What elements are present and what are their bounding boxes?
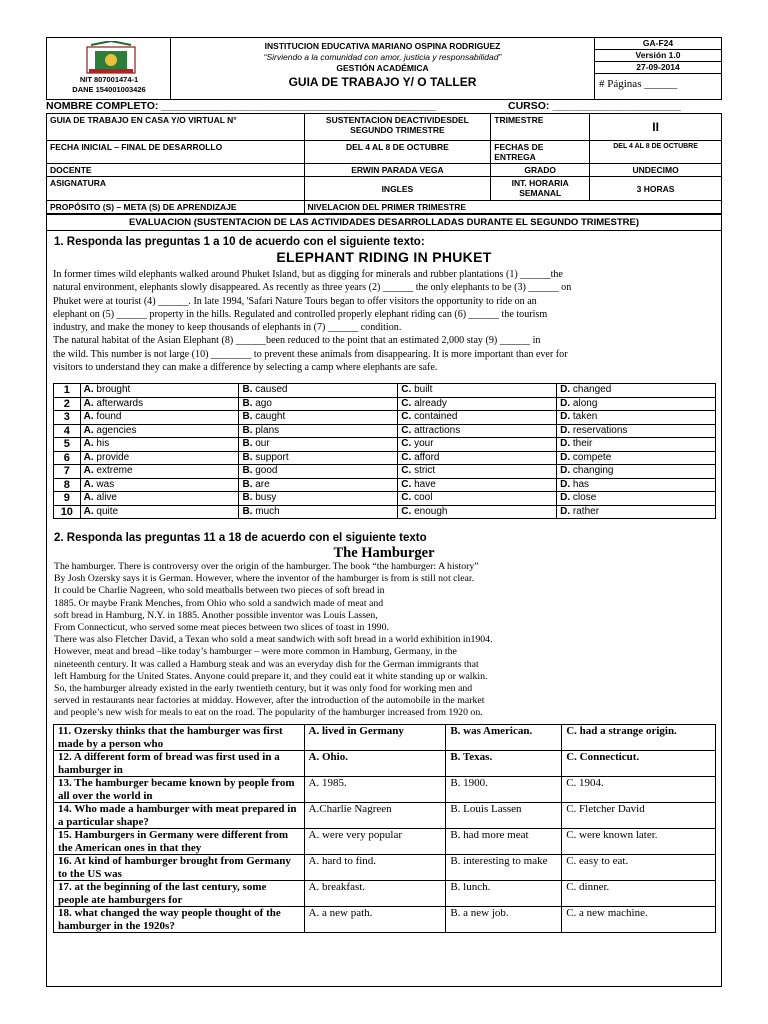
question-text: 18. what changed the way people thought of the hamburger in the 1920s? (54, 907, 305, 933)
option-text: provide (96, 451, 130, 463)
option-number: 8 (54, 478, 81, 492)
question-text: 12. A different form of bread was first used in a hamburger in (54, 751, 305, 777)
option-a[interactable] (80, 492, 239, 506)
option-c[interactable] (398, 397, 557, 411)
option-number: 7 (54, 465, 81, 479)
answer-c[interactable]: C. Connecticut. (562, 751, 716, 777)
page-count-field[interactable]: # Páginas ______ (599, 78, 678, 90)
answer-b[interactable]: B. a new job. (446, 907, 562, 933)
info-row (47, 164, 722, 177)
option-letter: B. (242, 411, 256, 423)
answer-b[interactable]: B. lunch. (446, 881, 562, 907)
option-b[interactable] (239, 465, 398, 479)
header-meta (595, 38, 721, 99)
section1-instruction: 1. Responda las preguntas 1 a 10 de acuerdo con el siguiente texto: (54, 236, 425, 248)
hamburger-passage (54, 561, 718, 720)
option-letter: C. (401, 492, 415, 504)
option-text: caught (255, 411, 286, 423)
option-text: good (255, 465, 278, 477)
option-letter: D. (560, 505, 573, 517)
answer-b[interactable]: B. Louis Lassen (446, 803, 562, 829)
option-text: support (255, 451, 289, 463)
question-text: 15. Hamburgers in Germany were different from the American ones in that they (54, 829, 305, 855)
info-value: INGLES (304, 177, 491, 201)
option-number: 4 (54, 424, 81, 438)
info-label: FECHA INICIAL – FINAL DE DESARROLLO (47, 141, 305, 164)
institution-ids (61, 75, 157, 95)
option-a[interactable] (80, 438, 239, 452)
option-letter: B. (242, 451, 256, 463)
option-letter: B. (242, 384, 256, 396)
option-letter: D. (560, 438, 573, 450)
info-label: INT. HORARIA SEMANAL (491, 177, 590, 201)
question-row (54, 907, 716, 933)
full-name-field[interactable]: NOMBRE COMPLETO: _______________________________________________ (46, 100, 436, 112)
option-letter: A. (83, 397, 97, 409)
question-row (54, 751, 716, 777)
answer-b[interactable]: B. Texas. (446, 751, 562, 777)
option-c[interactable] (398, 478, 557, 492)
answer-a[interactable]: A. 1985. (304, 777, 446, 803)
option-letter: D. (560, 424, 573, 436)
option-letter: B. (242, 492, 256, 504)
option-text: our (255, 438, 270, 450)
option-a[interactable] (80, 478, 239, 492)
option-b[interactable] (239, 451, 398, 465)
question-row (54, 803, 716, 829)
passage-line: industry, and make the money to keep thousands of elephants in (7) ______ condition. (53, 322, 402, 334)
option-row (54, 384, 716, 398)
option-letter: B. (242, 397, 256, 409)
option-letter: C. (401, 424, 415, 436)
department-name: GESTIÓN ACADÉMICA (336, 63, 429, 73)
question-text: 17. at the beginning of the last century, some people ate hamburgers for (54, 881, 305, 907)
document-header (46, 37, 722, 100)
option-text: rather (572, 505, 600, 517)
student-name-row (46, 100, 722, 113)
option-text: extreme (96, 465, 133, 477)
option-text: found (96, 411, 122, 423)
answer-c[interactable]: C. easy to eat. (562, 855, 716, 881)
option-b[interactable] (239, 505, 398, 519)
option-c[interactable] (398, 438, 557, 452)
dane-number: DANE 154001003426 (72, 85, 146, 94)
info-label: ASIGNATURA (47, 177, 305, 201)
section2-instruction: 2. Responda las preguntas 11 a 18 de acuerdo con el siguiente texto (54, 532, 427, 544)
passage-line: From Connecticut, who served some meat pieces between two slices of toast in 1990. (54, 622, 389, 634)
passage-line: The natural habitat of the Asian Elephant (8) ______been reduced to the point that an estimated 2,000 stay (9) ______ in (53, 335, 541, 347)
question-text: 14. Who made a hamburger with meat prepared in a particular shape? (54, 803, 305, 829)
option-text: changed (572, 384, 612, 396)
info-label: TRIMESTRE (491, 114, 590, 141)
option-d[interactable] (557, 424, 716, 438)
option-c[interactable] (398, 492, 557, 506)
option-row (54, 438, 716, 452)
question-text: 16. At kind of hamburger brought from Germany to the US was (54, 855, 305, 881)
option-number: 6 (54, 451, 81, 465)
option-text: reservations (572, 424, 628, 436)
option-text: already (414, 397, 447, 409)
passage-line: 1885. Or maybe Frank Menches, from Ohio who sold a sandwich made of meat and (54, 597, 384, 609)
evaluation-title: EVALUACION (SUSTENTACION DE LAS ACTIVIDADES DESARROLLADAS DURANTE EL SEGUNDO TRIMESTRE) (47, 215, 721, 231)
option-a[interactable] (80, 424, 239, 438)
doc-code: GA-F24 (595, 38, 721, 50)
question-row (54, 829, 716, 855)
info-label: GUIA DE TRABAJO EN CASA Y/O VIRTUAL N° (47, 114, 305, 141)
option-a[interactable] (80, 505, 239, 519)
evaluation-box (46, 214, 722, 987)
option-text: changing (572, 465, 614, 477)
option-text: have (414, 478, 436, 490)
answer-a[interactable]: A. were very popular (304, 829, 446, 855)
option-letter: A. (83, 424, 97, 436)
option-b[interactable] (239, 384, 398, 398)
option-letter: B. (242, 465, 256, 477)
answer-c[interactable]: C. Fletcher David (562, 803, 716, 829)
option-c[interactable] (398, 411, 557, 425)
nit-number: NIT 807001474-1 (79, 75, 139, 84)
passage-line: and people’s new wish for meals to eat on the road. The popularity of the hamburger increased from 1920 on. (54, 707, 483, 719)
question-text: 11. Ozersky thinks that the hamburger was first made by a person who (54, 725, 305, 751)
option-c[interactable] (398, 465, 557, 479)
passage-line: There was also Fletcher David, a Texan who sold a meat sandwich with soft bread in a world exhibition in1904. (54, 634, 493, 646)
option-text: taken (572, 411, 598, 423)
option-letter: A. (83, 505, 97, 517)
option-text: their (572, 438, 593, 450)
option-letter: A. (83, 438, 97, 450)
option-row (54, 424, 716, 438)
answer-a[interactable]: A.Charlie Nagreen (304, 803, 446, 829)
questions-table (53, 724, 716, 933)
answer-c[interactable]: C. a new machine. (562, 907, 716, 933)
option-letter: C. (401, 384, 415, 396)
answer-c[interactable]: C. dinner. (562, 881, 716, 907)
option-letter: B. (242, 505, 256, 517)
doc-version: Versión 1.0 (595, 50, 721, 62)
option-d[interactable] (557, 478, 716, 492)
option-text: caused (255, 384, 288, 396)
section2-title: The Hamburger (333, 545, 435, 561)
passage-line: The hamburger. There is controversy over the origin of the hamburger. The book “the hamburger: A history” (54, 561, 479, 572)
option-text: brought (96, 384, 131, 396)
answer-a[interactable]: A. Ohio. (304, 751, 446, 777)
option-d[interactable] (557, 451, 716, 465)
option-text: afterwards (96, 397, 144, 409)
option-number: 3 (54, 411, 81, 425)
header-center (171, 38, 595, 99)
info-label: FECHAS DE ENTREGA (491, 141, 590, 164)
option-c[interactable] (398, 505, 557, 519)
school-crest-icon (85, 41, 137, 74)
option-text: enough (414, 505, 448, 517)
option-letter: A. (83, 478, 97, 490)
passage-line: natural environment, elephants slowly disappeared. As recently as three years (2) ______ the only elephants to be (3) ______ on (53, 282, 572, 294)
passage-line: It could be Charlie Nagreen, who sold meatballs between two pieces of soft bread in (54, 585, 385, 597)
info-label: DOCENTE (47, 164, 305, 177)
options-table (53, 383, 716, 519)
option-text: attractions (414, 424, 461, 436)
info-value: DEL 4 AL 8 DE OCTUBRE (304, 141, 491, 164)
info-row (47, 201, 722, 214)
passage-line: Phuket were at tourist (4) ______. In late 1994, 'Safari Nature Tours began to offer visitors the opportunity to ride on an (53, 295, 537, 307)
passage-line: By Josh Ozersky says it is German. However, where the inventor of the hamburger is from is still not clear. (54, 573, 475, 585)
answer-c[interactable]: C. were known later. (562, 829, 716, 855)
option-text: much (255, 505, 280, 517)
info-label: PROPÓSITO (S) – META (S) DE APRENDIZAJE (47, 201, 305, 214)
option-letter: C. (401, 478, 415, 490)
option-number: 10 (54, 505, 81, 519)
info-label: GRADO (491, 164, 590, 177)
option-letter: D. (560, 451, 573, 463)
option-text: his (96, 438, 110, 450)
passage-line: However, meat and bread –like today’s hamburger – were more common in Hamburg, Germany, in the (54, 646, 457, 658)
option-text: agencies (96, 424, 137, 436)
answer-b[interactable]: B. 1900. (446, 777, 562, 803)
option-text: along (572, 397, 598, 409)
option-d[interactable] (557, 438, 716, 452)
option-letter: B. (242, 438, 256, 450)
section1-title: ELEPHANT RIDING IN PHUKET (276, 249, 492, 265)
answer-a[interactable]: A. a new path. (304, 907, 446, 933)
option-d[interactable] (557, 505, 716, 519)
info-row (47, 177, 722, 201)
question-row (54, 881, 716, 907)
option-row (54, 492, 716, 506)
option-letter: A. (83, 492, 97, 504)
option-letter: C. (401, 465, 415, 477)
info-value: 3 HORAS (590, 177, 722, 201)
option-row (54, 411, 716, 425)
option-text: are (255, 478, 270, 490)
answer-c[interactable]: C. had a strange origin. (562, 725, 716, 751)
question-row (54, 855, 716, 881)
option-d[interactable] (557, 492, 716, 506)
question-row (54, 725, 716, 751)
answer-a[interactable]: A. hard to find. (304, 855, 446, 881)
passage-line: In former times wild elephants walked around Phuket Island, but as digging for minerals and rubber plantations (1) ______the (53, 269, 563, 280)
answer-c[interactable]: C. 1904. (562, 777, 716, 803)
school-name: INSTITUCION EDUCATIVA MARIANO OSPINA RODRIGUEZ (264, 41, 501, 51)
option-a[interactable] (80, 397, 239, 411)
option-d[interactable] (557, 465, 716, 479)
option-text: compete (572, 451, 612, 463)
school-motto: “Sirviendo a la comunidad con amor, justicia y responsabilidad” (263, 52, 502, 62)
option-text: plans (255, 424, 280, 436)
passage-line: So, the hamburger already existed in the early twentieth century, but it was only food for working men and (54, 683, 473, 695)
option-letter: A. (83, 465, 97, 477)
option-c[interactable] (398, 424, 557, 438)
option-a[interactable] (80, 411, 239, 425)
option-row (54, 505, 716, 519)
option-b[interactable] (239, 478, 398, 492)
info-value: SUSTENTACION DEACTIVIDESDEL SEGUNDO TRIMESTRE (304, 114, 491, 141)
option-letter: D. (560, 492, 573, 504)
option-row (54, 465, 716, 479)
answer-a[interactable]: A. breakfast. (304, 881, 446, 907)
option-c[interactable] (398, 384, 557, 398)
passage-line: the wild. This number is not large (10) ________ to prevent these animals from disappearing. It is more important than ever for (53, 348, 568, 360)
option-number: 5 (54, 438, 81, 452)
option-text: busy (255, 492, 277, 504)
document-title: GUIA DE TRABAJO Y/ O TALLER (288, 75, 477, 89)
option-d[interactable] (557, 397, 716, 411)
passage-line: left Hamburg for the United States. Anyone could prepare it, and they could eat it white standing up or walkin. (54, 670, 488, 682)
answer-a[interactable]: A. lived in Germany (304, 725, 446, 751)
option-d[interactable] (557, 411, 716, 425)
passage-line: served in restaurants near factories at midday. However, after the introduction of the automobile in the market (54, 695, 485, 707)
logo-cell (47, 38, 171, 99)
option-b[interactable] (239, 397, 398, 411)
option-number: 2 (54, 397, 81, 411)
option-letter: C. (401, 411, 415, 423)
option-letter: C. (401, 438, 415, 450)
info-value: ERWIN PARADA VEGA (304, 164, 491, 177)
guide-info-table (46, 113, 722, 214)
option-a[interactable] (80, 465, 239, 479)
option-b[interactable] (239, 424, 398, 438)
option-row (54, 397, 716, 411)
option-text: ago (255, 397, 272, 409)
option-text: alive (96, 492, 117, 504)
elephant-passage (53, 268, 717, 374)
option-text: afford (414, 451, 440, 463)
info-value: NIVELACION DEL PRIMER TRIMESTRE (304, 201, 721, 214)
doc-date: 27-09-2014 (595, 62, 721, 74)
passage-line: elephant on (5) ______ property in the hills. Regulated and controlled properly elephant riding can (6) ______ the tourism (53, 308, 548, 320)
option-letter: D. (560, 397, 573, 409)
option-letter: D. (560, 465, 573, 477)
option-text: close (572, 492, 597, 504)
option-letter: B. (242, 424, 256, 436)
info-value: II (590, 114, 722, 141)
option-letter: D. (560, 384, 573, 396)
option-d[interactable] (557, 384, 716, 398)
option-b[interactable] (239, 492, 398, 506)
option-letter: C. (401, 451, 415, 463)
course-field[interactable]: CURSO: ______________________ (508, 100, 681, 112)
question-text: 13. The hamburger became known by people from all over the world in (54, 777, 305, 803)
option-text: strict (414, 465, 436, 477)
option-text: built (414, 384, 433, 396)
option-b[interactable] (239, 438, 398, 452)
option-b[interactable] (239, 411, 398, 425)
option-row (54, 451, 716, 465)
option-text: cool (414, 492, 433, 504)
question-row (54, 777, 716, 803)
option-letter: A. (83, 411, 97, 423)
option-text: your (414, 438, 434, 450)
passage-line: nineteenth century. It was called a Hamburg steak and was an everyday dish for the German immigrants that (54, 658, 479, 670)
info-row (47, 114, 722, 141)
option-letter: C. (401, 397, 415, 409)
option-text: was (96, 478, 115, 490)
option-letter: D. (560, 478, 573, 490)
answer-b[interactable]: B. interesting to make (446, 855, 562, 881)
passage-line: soft bread in Hamburg, N.Y. in 1885. Another possible inventor was Louis Lassen, (54, 609, 378, 621)
option-letter: B. (242, 478, 256, 490)
option-a[interactable] (80, 451, 239, 465)
option-text: contained (414, 411, 458, 423)
option-number: 1 (54, 384, 81, 398)
option-letter: D. (560, 411, 573, 423)
info-value: UNDECIMO (590, 164, 722, 177)
option-row (54, 478, 716, 492)
option-c[interactable] (398, 451, 557, 465)
option-text: quite (96, 505, 119, 517)
option-letter: A. (83, 451, 97, 463)
info-row (47, 141, 722, 164)
info-value: DEL 4 AL 8 DE OCTUBRE (590, 141, 722, 164)
passage-line: visitors to understand they can make a difference by selecting a camp where elephants are safe. (53, 362, 438, 374)
option-text: has (572, 478, 590, 490)
option-number: 9 (54, 492, 81, 506)
option-letter: C. (401, 505, 415, 517)
option-a[interactable] (80, 384, 239, 398)
option-letter: A. (83, 384, 97, 396)
answer-b[interactable]: B. had more meat (446, 829, 562, 855)
answer-b[interactable]: B. was American. (446, 725, 562, 751)
